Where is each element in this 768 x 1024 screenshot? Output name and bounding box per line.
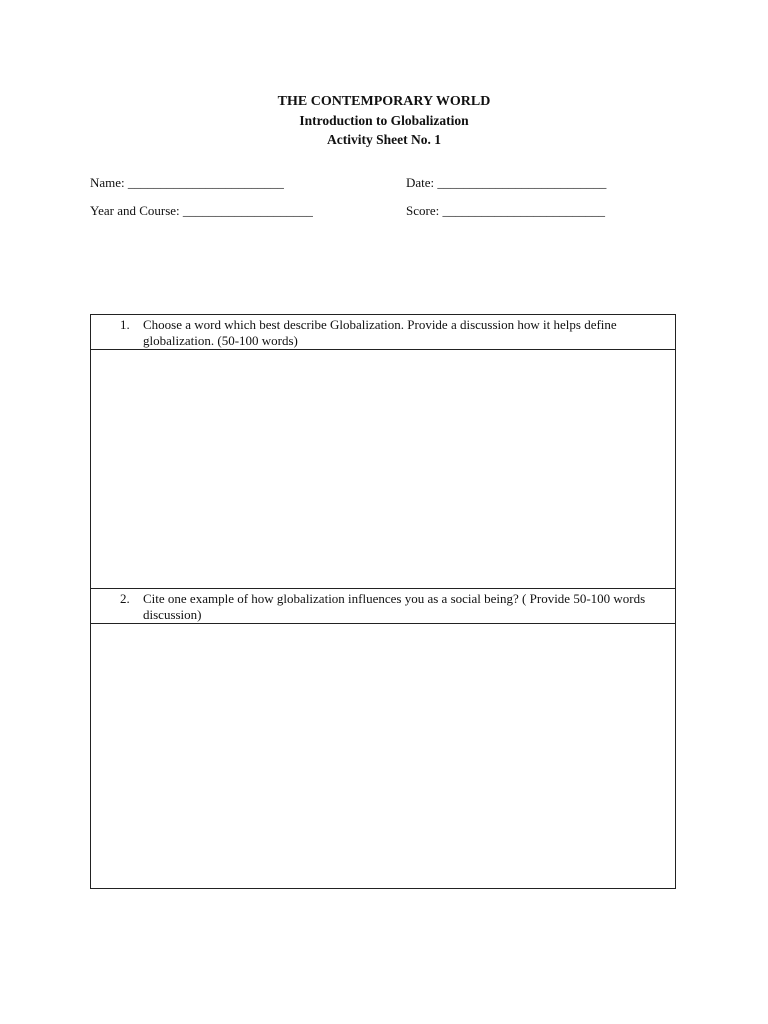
answer-row-2 [91, 624, 676, 889]
question-row-1 [91, 315, 676, 350]
date-field[interactable]: Date: __________________________ [406, 175, 607, 190]
question-cell-1 [91, 315, 676, 350]
answer-area-2[interactable] [91, 624, 676, 889]
answer-area-1[interactable] [91, 350, 676, 589]
activity-sheet-label: Activity Sheet No. 1 [327, 132, 441, 147]
answer-row-1 [91, 350, 676, 589]
document-title: THE CONTEMPORARY WORLD [277, 94, 491, 109]
question-row-2 [91, 589, 676, 624]
question-text-1: Choose a word which best describe Globalization. Provide a discussion how it helps define globalization. (50-100 words) [143, 317, 617, 348]
document-header [0, 92, 768, 149]
name-field[interactable]: Name: ________________________ [90, 175, 284, 190]
document-subtitle: Introduction to Globalization [299, 113, 469, 128]
year-course-field[interactable]: Year and Course: ____________________ [90, 203, 313, 218]
question-number-2: 2. [120, 591, 130, 606]
question-number-1: 1. [120, 317, 130, 332]
question-cell-2 [91, 589, 676, 624]
questions-table [90, 314, 676, 889]
question-text-2: Cite one example of how globalization influences you as a social being? ( Provide 50-100 words discussion) [143, 591, 646, 622]
score-field[interactable]: Score: _________________________ [406, 203, 605, 218]
